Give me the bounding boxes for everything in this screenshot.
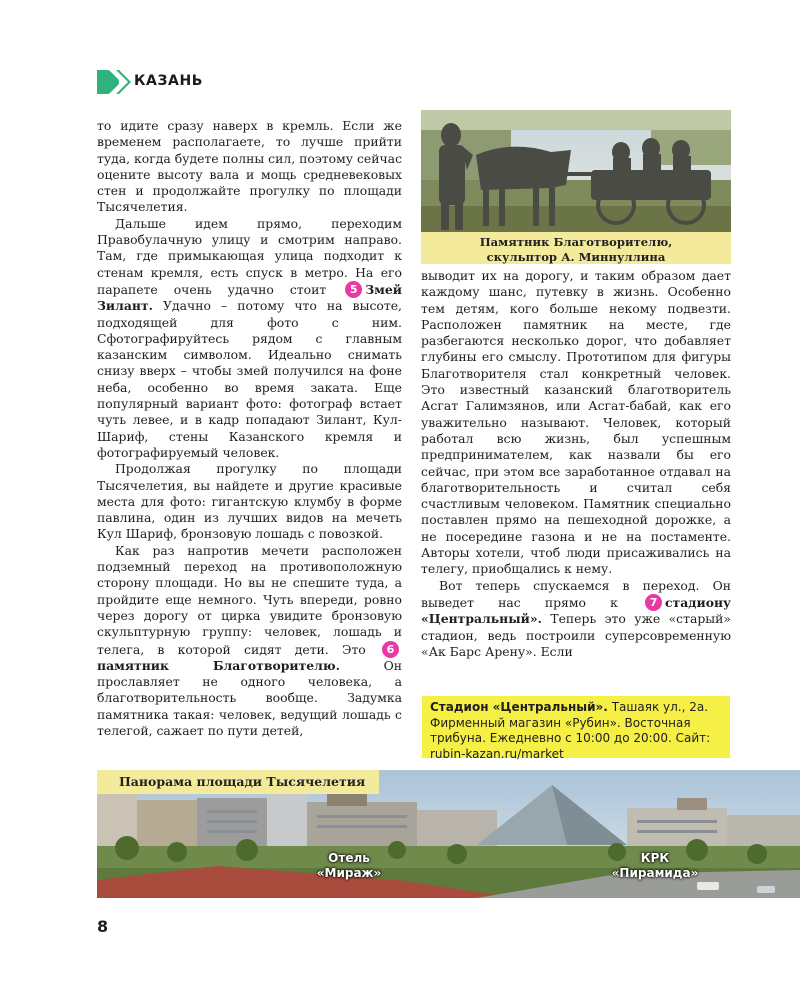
left-column — [97, 118, 402, 739]
paragraph: Дальше идем прямо, переходим Правобулачную улицу и смотрим направо. Там, где примыкающая улица подходит к стенам кремля, есть спуск в метро. На его парапете очень удачно стоит 5 Змей Зилант. Удачно – потому что на высоте, подходящей для фото с ним. Сфотографируйтесь рядом с главным казанским символом. Идеально снимать снизу вверх – чтобы змей получился на фоне неба, особенно во время заката. Еще популярный вариант фото: фотограф встает чуть левее, и в кадр попадают Зилант, Кул-Шариф, стены Казанского кремля и фотографируемый человек. — [97, 215, 402, 460]
section-title: КАЗАНЬ — [134, 73, 204, 89]
place-benefactor-monument: памятник Благотворителю. — [97, 657, 340, 673]
right-column — [421, 268, 731, 660]
page-number: 8 — [97, 917, 109, 936]
panorama-title: Панорама площади Тысячелетия — [97, 770, 379, 794]
monument-photo — [421, 110, 731, 232]
panorama-label-pyramid: КРК «Пирамида» — [611, 851, 699, 880]
map-marker-5: 5 — [345, 281, 362, 298]
info-box-name: Стадион «Центральный». — [430, 700, 608, 714]
paragraph: Вот теперь спускаемся в переход. Он выведет нас прямо к 7 стадиону «Центральный». Теперь это уже «старый» стадион, ведь построили суперсовременную «Ак Барс Арену». Если — [421, 577, 731, 659]
paragraph: то идите сразу наверх в кремль. Если же временем располагаете, то лучше прийти туда, когда будете полны сил, поэтому сейчас оцените высоту вала и мощь средневековых стен и продолжайте прогулку по площади Тысячелетия. — [97, 118, 403, 215]
paragraph: Как раз напротив мечети расположен подземный переход на противоположную сторону площади. Но вы не спешите туда, а пройдите еще немного. Чуть впереди, ровно через дорогу от цирка увидите бронзовую скульптурную группу: человек, лошадь и телега, в которой сидят дети. Это 6памятник Благотворителю. Он прославляет не одного человека, а благотворительность вообще. Задумка памятника такая: человек, ведущий лошадь с телегой, сажает по пути детей, — [97, 542, 402, 738]
paragraph: выводит их на дорогу, и таким образом дает каждому шанс, путевку в жизнь. Особенно тем детям, кого больше некому подвезти. Расположен памятник на месте, где разбегаются несколько дорог, что добавляет глубины его смыслу. Прототипом для фигуры Благотворителя стал конкретный человек. Это известный казанский благотворитель Асгат Галимзянов, или Асгат-бабай, как его уважительно называют. Человек, который работал всю жизнь, был успешным предпринимателем, как назвали бы его сейчас, при этом все заработанное отдавал на благотворительность и считал себя счастливым человеком. Памятник специально поставлен прямо на пешеходной дорожке, а не посередине газона и не на постаменте. Авторы хотели, чтоб люди присаживались на телегу, приобщались к нему. — [421, 268, 731, 577]
info-box-text: Ташаяк ул., 2а. Фирменный магазин «Рубин». Восточная трибуна. Ежедневно с 10:00 до 20:00. Сайт: rubin-kazan.ru/market — [430, 700, 711, 761]
panorama-label-hotel: Отель «Мираж» — [316, 851, 382, 880]
photo-caption: Памятник Благотворителю, скульптор А. Миннуллина — [421, 232, 731, 264]
map-marker-7: 7 — [645, 594, 662, 611]
info-box — [422, 696, 730, 761]
place-stadium: стадиону «Центральный». — [421, 594, 731, 627]
map-marker-6: 6 — [382, 641, 399, 658]
paragraph: Продолжая прогулку по площади Тысячелетия, вы найдете и другие красивые места для фото: гигантскую клумбу в форме павлина, один из лучших видов на мечеть Кул Шариф, бронзовую лошадь с повозкой. — [97, 461, 402, 542]
section-logo-icon — [97, 70, 131, 94]
place-zilant: Змей Зилант. — [97, 281, 402, 314]
